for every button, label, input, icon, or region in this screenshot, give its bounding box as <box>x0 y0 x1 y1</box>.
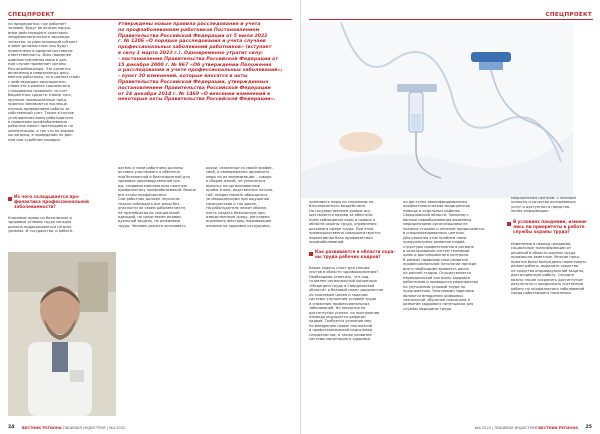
article-column-1: на предприятии, где работает человек, будут во всяком наруш- ении действующего санитарно- эпидемиологического законода- тельства, осуществляющий субъект и вине должностных лиц будут привлечены в административную ответственность. Всех наименее административная мера в дан- ном случае применяет органы Роспотребнадзора. Что касается включения и ревизионных доку- ментов работника, то в соответствии с действующим законодатель- ством это в рамках социального страхования позволяет за счет бюджетных средств. Кроме того, крупные промышленные пред- приятия занимаются послеоце- ночным проведением работы за собственный счет. Также в случае установления вины работодателя в появлении профзаболевания работник может претендовать на компенсацию, а так что он вправе когда вред, в проведении по дан- ном или судебном порядке. <box>8 22 80 142</box>
section-tag: СПЕЦПРОЕКТ <box>545 12 592 18</box>
article-column-3: медицинским центром, с позиций полноты и качества оказываемых услуг и доступности представ- ления информации. <box>511 196 576 214</box>
article-column-2: но доступна квалифицированная профпатологическая медицинская помощь в отдельных районах Свердловской области. Злокачест- венные новообразования выявлены медицинскими организациями на поздних стадиях и лечение продолжается в специализированных центрах. Для решения этих проблем нами предусмотрено развитие инфра- структуры профпатологии в регионе и использование систем телемеди- цины и дистанционного контроля. В рамках профилактики развития профессиональной патологии прежде всего необходимо выявлять риски на ранней стадии. Осуществляется периодический контроль здоровья работников и проводятся мероприятия по улучшению условий труда на предприятиях. Ключевыми задачами являются внедрение цифровых технологий, обучение персонала и развитие кадрового потенциала для службы медицины труда. <box>403 200 485 311</box>
footer-issue: №4 2022 | ПИЩЕВАЯ ИНДУСТРИЯ <box>474 426 538 430</box>
subheading: В условиях пандемии, измени- лись ли приоритеты в работе службы охраны труда? <box>513 219 588 234</box>
portrait-illustration <box>8 252 116 416</box>
right-page <box>300 0 600 434</box>
page-number: 25 <box>585 425 592 430</box>
portrait-photo <box>8 252 116 416</box>
article-column-3-continued: Изменения в период пандемии, социальные трансформации от решений в области охраны труда произошли заметные. Многие пред- приятия были вынуждены перестроить режим работы, выделить средства на средства индивидуальной защиты, дистанционную работу. Сегодня важно также сохранить достигнутые результаты и продолжать системную работу по профилактике заболеваний среди работающего населения. <box>511 242 587 295</box>
article-column-3: риски, связанные со своей профес- сией, и своевременно принимать меры по их минимизации – говоря о сборов жалоб, не уклоняться выпуску на организованные прямы знаки, родственных патоло- гий, предоставлять обращаться за медицинскими при ощущении самочувствия и так далее. На работодателе лежит обязан- ность создать безопасную про- изводственную среду, регулярно оценивать факторы, вызывающие влияние на здоровье сотрудника, <box>206 166 274 228</box>
article-column-1-continued: Ключевое право на безопасные и здоровые условия труда сегодня должно поддерживаться на всех уровнях. И государство, и работа- <box>8 216 74 234</box>
subheading-bullet <box>507 222 511 226</box>
highlight-quote: Утверждены новые правила расследования и учета по профзаболеваниям работников Постановлением Правительства Российской Федерации от 5 июля 2022 г. № 1206 «О порядке расследования и учета случаев профессиональных заболеваний работников» (вступает в силу 1 марта 2023 г.). Одновременно утратит силу: - постановление Правительства Российской Федерации от 15 декабря 2000 г. № 967 «Об утверждении Положения о расследовании и учете профессиональных заболеваний»; - пункт 30 изменений, которые вносятся в акты Правительства Российской Федерации, утвержденных постановлением Правительства Российской Федерации от 24 декабря 2014 г. № 1469 «О внесении изменений в некоторые акты Правительства Российской Федерации». <box>118 22 283 103</box>
subheading: Как развивается в области охра- ны труда рабочих кадров? <box>315 249 396 259</box>
header-rule <box>309 19 593 20</box>
subheading: Из чего складывается про- филактика профессиональной заболеваемости? <box>14 194 89 209</box>
footer <box>475 426 578 430</box>
article-column-1-continued: Какие задачи стоят для специа- листов в области здравоохранения? Необходимо отметить, что под- готовлен региональный концепция «Медицина труда в Свердловской области» и базовый пакет документов по ключевым целям и задачам системы улучшения условий труда и снижения профессиональных заболеваний. Но несмотря на достигнутые успехи, на протяжении периода ощущается дефицит кадров. Требуется усиление мер по внедрению новых технологий и профессиональной подготовки специалистов, а также развитие системы мониторинга здоровья. <box>309 266 383 342</box>
subheading-bullet <box>8 197 12 201</box>
footer-brand: ВЕСТНИК РЕГИОНА <box>538 426 578 430</box>
footer-brand: ВЕСТНИК РЕГИОНА <box>22 426 62 430</box>
iv-drip-photo <box>301 22 573 198</box>
footer <box>22 426 125 430</box>
article-column-2: датель и сами работники должны активно участвовать в обеспече- нии безопасной и благоприятной для здоровья производственной сре- ды, создавая максимально прочную профилактику профзаболеваний. Важно все этапы профилактики. Сам работник должен неукосни- тельно соблюдать все меры без- опасности на своем рабочем месте, не пренебрегая их специальной одеждой, не средствами индиви- дуальной защиты, не режимами труда. Человек должен осознавать <box>118 166 196 228</box>
subheading-bullet <box>309 252 313 256</box>
section-tag: СПЕЦПРОЕКТ <box>8 12 55 18</box>
header-rule <box>8 19 292 20</box>
iv-drip-illustration <box>301 22 573 198</box>
page-number: 24 <box>8 425 15 430</box>
footer-issue: ПИЩЕВАЯ ИНДУСТРИЯ | №4 2022 <box>62 426 126 430</box>
article-column-1: принимать меры по снижению не- благоприятного воздействия. На государственном уровне осу- ществляется надзор за обеспече- нием соблюдения норм и правил в области охраны труда, управления рисками в сфере труда. При этом преимущественно совершенствуется нормативная база профилактики профзаболеваний. <box>309 200 381 245</box>
